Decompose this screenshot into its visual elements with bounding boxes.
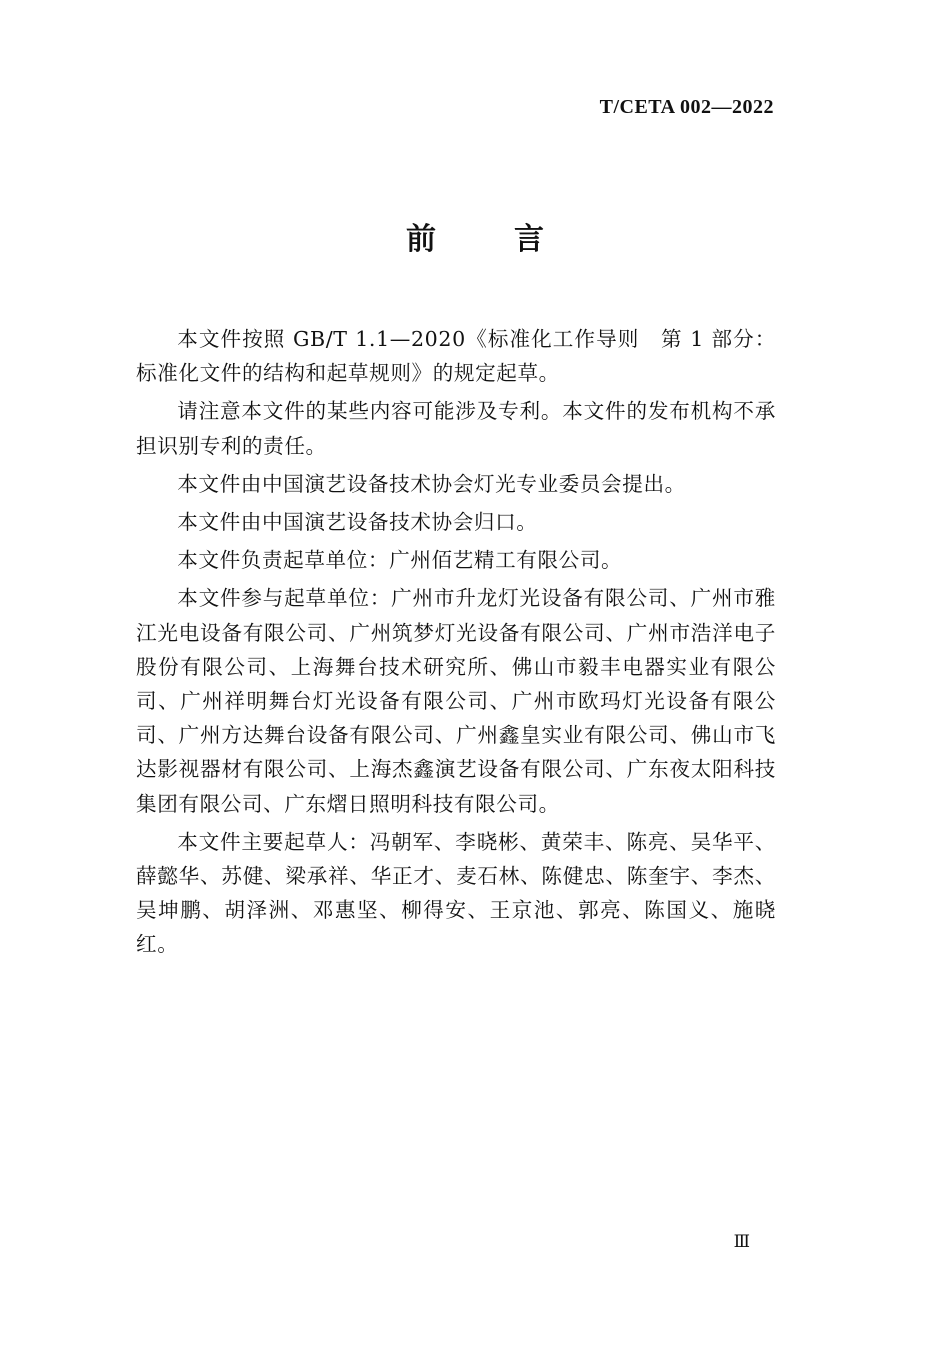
- paragraph-patent-notice: 请注意本文件的某些内容可能涉及专利。本文件的发布机构不承担识别专利的责任。: [136, 399, 776, 458]
- page-number: Ⅲ: [733, 1232, 750, 1252]
- standard-number: T/CETA 002—2022: [599, 96, 774, 118]
- page-title: 前言: [406, 222, 622, 257]
- paragraph-drafting-rules: 本文件按照 GB/T 1.1—2020《标准化工作导则 第 1 部分：标准化文件的结构和起草规则》的规定起草。: [136, 327, 776, 386]
- paragraph-centralized-by: 本文件由中国演艺设备技术协会归口。: [177, 510, 538, 535]
- preface-body: [136, 322, 776, 966]
- paragraph-main-drafters: 本文件主要起草人：冯朝军、李晓彬、黄荣丰、陈亮、吴华平、薛懿华、苏健、梁承祥、华正才、麦石林、陈健忠、陈奎宇、李杰、吴坤鹏、胡泽洲、邓惠坚、柳得安、王京池、郭亮、陈国义、施晓红。: [136, 829, 776, 957]
- paragraph-participating-drafters: 本文件参与起草单位：广州市升龙灯光设备有限公司、广州市雅江光电设备有限公司、广州筑梦灯光设备有限公司、广州市浩洋电子股份有限公司、上海舞台技术研究所、佛山市毅丰电器实业有限公司、广州祥明舞台灯光设备有限公司、广州市欧玛灯光设备有限公司、广州方达舞台设备有限公司、广州鑫皇实业有限公司、佛山市飞达影视器材有限公司、上海杰鑫演艺设备有限公司、广东夜太阳科技集团有限公司、广东熠日照明科技有限公司。: [136, 586, 776, 816]
- paragraph-proposed-by: 本文件由中国演艺设备技术协会灯光专业委员会提出。: [177, 471, 686, 496]
- paragraph-lead-drafter: 本文件负责起草单位：广州佰艺精工有限公司。: [177, 548, 623, 573]
